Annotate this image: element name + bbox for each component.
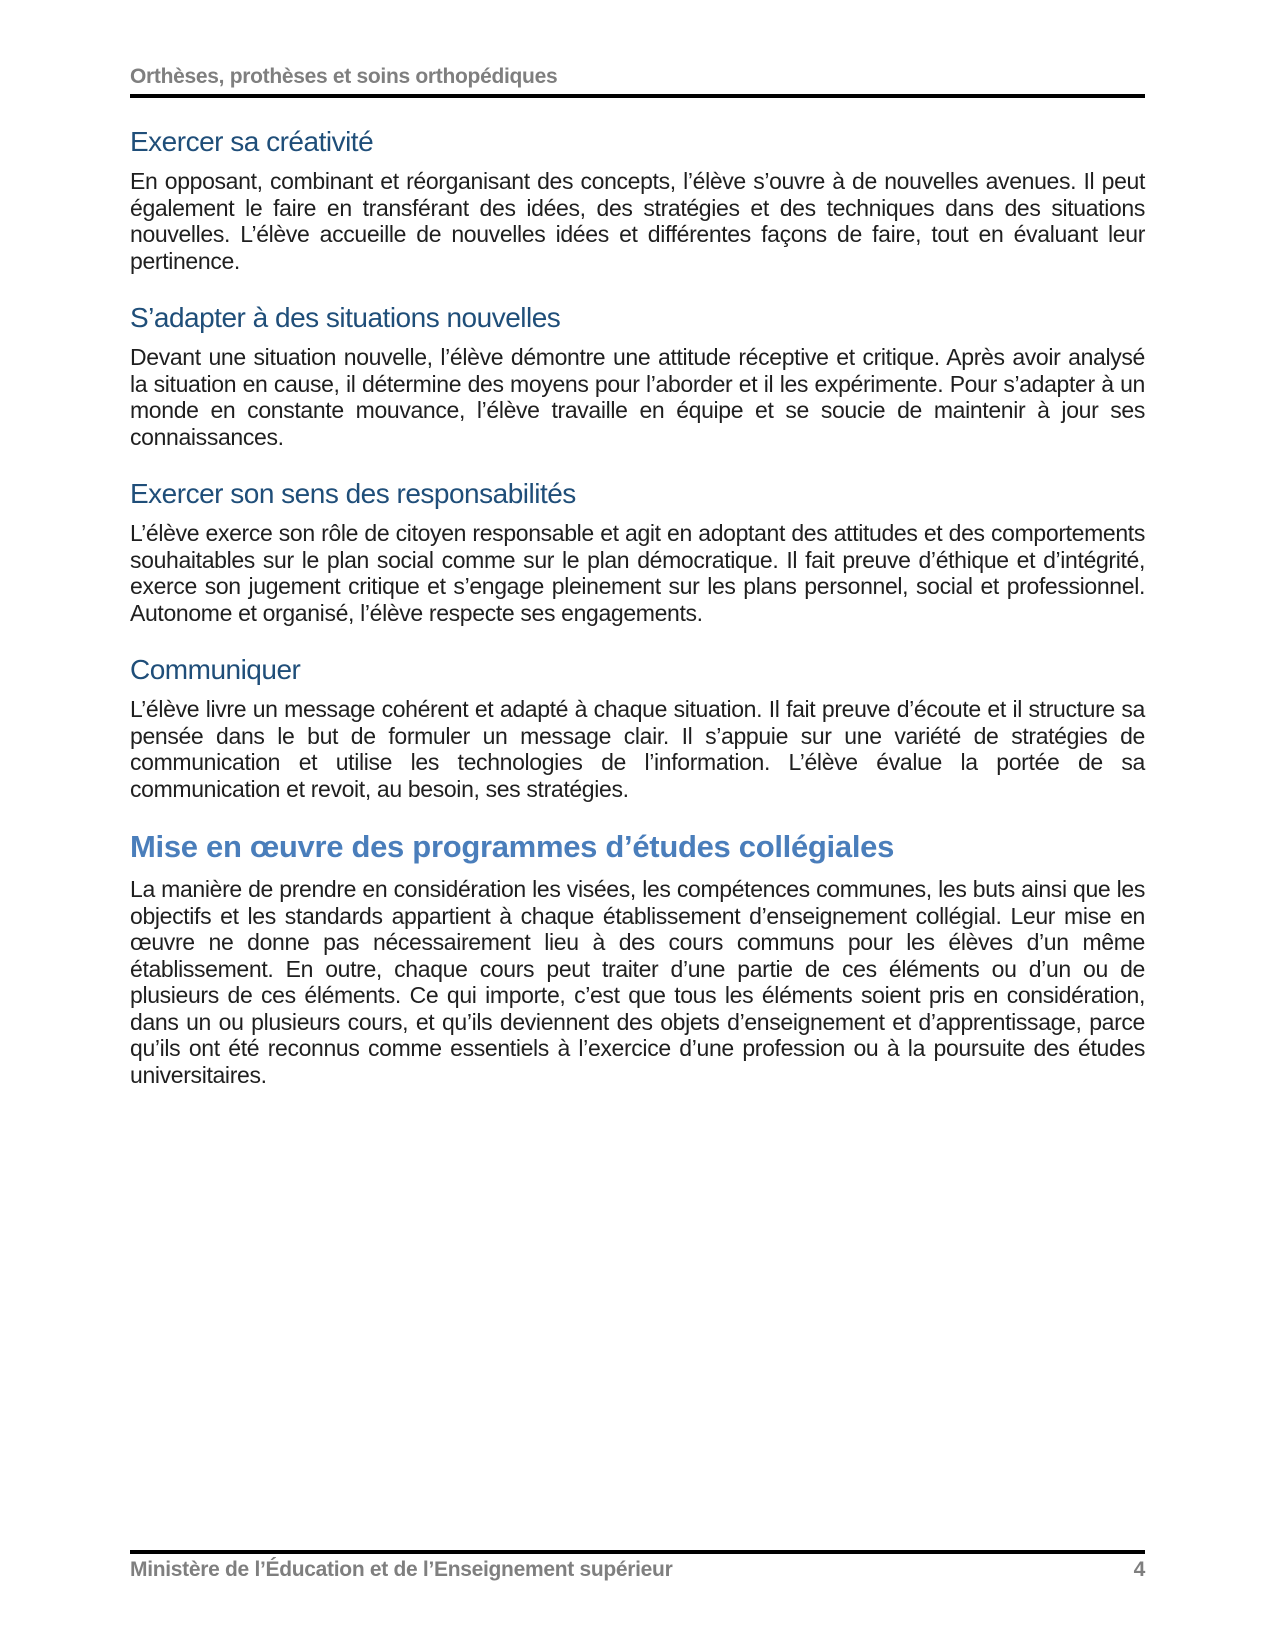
main-section-heading: Mise en œuvre des programmes d’études collégiales [130, 829, 895, 864]
section-paragraph: En opposant, combinant et réorganisant des concepts, l’élève s’ouvre à de nouvelles avenues. Il peut également le faire en transférant des idées, des stratégies et des techniques dans des situations nouvelles. L’élève accueille de nouvelles idées et différentes façons de faire, tout en évaluant leur pertinence. [130, 168, 1145, 274]
running-header-title: Orthèses, prothèses et soins orthopédiques [130, 65, 558, 88]
section-heading: S’adapter à des situations nouvelles [130, 302, 561, 333]
section-heading: Exercer sa créativité [130, 126, 374, 157]
section-paragraph: L’élève exerce son rôle de citoyen responsable et agit en adoptant des attitudes et des comportements souhaitables sur le plan social comme sur le plan démocratique. Il fait preuve d’éthique et d’intégrité, exerce son jugement critique et s’engage pleinement sur les plans personnel, social et professionnel. Autonome et organisé, l’élève respecte ses engagements. [130, 520, 1145, 626]
footer-ministry-label: Ministère de l’Éducation et de l’Enseignement supérieur [130, 1558, 673, 1581]
section-paragraph: La manière de prendre en considération les visées, les compétences communes, les buts ainsi que les objectifs et les standards appartient à chaque établissement d’enseignement collégial. Leur mise en œuvre ne donne pas nécessairement lieu à des cours communs pour les élèves d’un même établissement. En outre, chaque cours peut traiter d’une partie de ces éléments ou d’un ou de plusieurs de ces éléments. Ce qui importe, c’est que tous les éléments soient pris en considération, dans un ou plusieurs cours, et qu’ils deviennent des objets d’enseignement et d’apprentissage, parce qu’ils ont été reconnus comme essentiels à l’exercice d’une profession ou à la poursuite des études universitaires. [130, 876, 1145, 1088]
section-heading: Communiquer [130, 654, 301, 685]
section-sens-des-responsabilites [130, 478, 1145, 626]
section-communiquer [130, 654, 1145, 802]
section-exercer-sa-creativite [130, 126, 1145, 274]
page-footer [130, 1550, 1145, 1582]
section-sadapter-situations-nouvelles [130, 302, 1145, 450]
running-header [130, 64, 1145, 98]
section-paragraph: Devant une situation nouvelle, l’élève démontre une attitude réceptive et critique. Après avoir analysé la situation en cause, il détermine des moyens pour l’aborder et il les expérimente. Pour s’adapter à un monde en constante mouvance, l’élève travaille en équipe et se soucie de maintenir à jour ses connaissances. [130, 344, 1145, 450]
page-content [130, 64, 1145, 1088]
section-paragraph: L’élève livre un message cohérent et adapté à chaque situation. Il fait preuve d’écoute et il structure sa pensée dans le but de formuler un message clair. Il s’appuie sur une variété de stratégies de communication et utilise les technologies de l’information. L’élève évalue la portée de sa communication et revoit, au besoin, ses stratégies. [130, 696, 1145, 802]
section-heading: Exercer son sens des responsabilités [130, 478, 576, 509]
section-mise-en-oeuvre-programmes [130, 828, 1145, 1088]
page-number: 4 [1133, 1558, 1145, 1581]
